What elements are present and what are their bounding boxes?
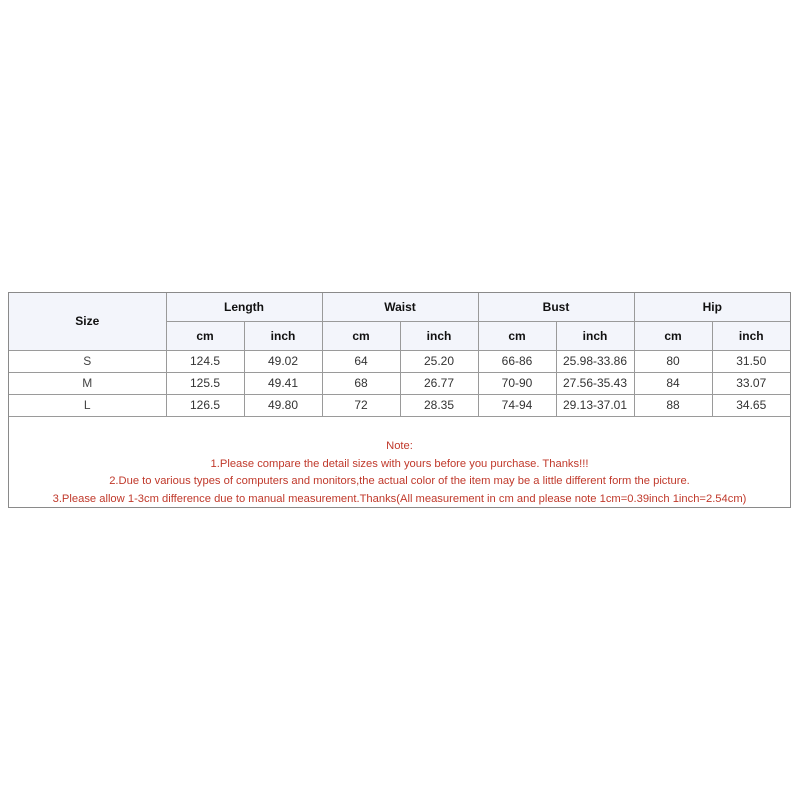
length-inch-cell: 49.41 <box>244 372 322 394</box>
bust-inch-cell: 29.13-37.01 <box>556 394 634 416</box>
waist-cm-cell: 64 <box>322 350 400 372</box>
bust-inch-cell: 25.98-33.86 <box>556 350 634 372</box>
bust-cm-cell: 74-94 <box>478 394 556 416</box>
bust-header: Bust <box>478 293 634 321</box>
hip-cm-cell: 84 <box>634 372 712 394</box>
bust-inch-cell: 27.56-35.43 <box>556 372 634 394</box>
hip-cm-cell: 80 <box>634 350 712 372</box>
header-row-groups <box>9 293 790 321</box>
bust-cm-cell: 70-90 <box>478 372 556 394</box>
waist-inch-cell: 28.35 <box>400 394 478 416</box>
waist-inch-cell: 25.20 <box>400 350 478 372</box>
length-cm-cell: 126.5 <box>166 394 244 416</box>
size-cell: M <box>9 372 166 394</box>
notes-section <box>9 438 790 508</box>
note-line: 1.Please compare the detail sizes with yours before you purchase. Thanks!!! <box>210 457 589 470</box>
size-table <box>9 293 790 417</box>
hip-cm-cell: 88 <box>634 394 712 416</box>
unit-header: inch <box>712 321 790 350</box>
unit-header: inch <box>244 321 322 350</box>
hip-inch-cell: 34.65 <box>712 394 790 416</box>
notes-title: Note: <box>386 440 413 452</box>
table-row <box>9 350 790 372</box>
hip-inch-cell: 33.07 <box>712 372 790 394</box>
bust-cm-cell: 66-86 <box>478 350 556 372</box>
unit-header: cm <box>322 321 400 350</box>
waist-cm-cell: 68 <box>322 372 400 394</box>
unit-header: cm <box>478 321 556 350</box>
size-header: Size <box>9 293 166 350</box>
length-cm-cell: 125.5 <box>166 372 244 394</box>
note-line: 3.Please allow 1-3cm difference due to manual measurement.Thanks(All measurement in cm and please note 1cm=0.39inch 1inch=2.54cm) <box>52 492 747 505</box>
length-cm-cell: 124.5 <box>166 350 244 372</box>
waist-inch-cell: 26.77 <box>400 372 478 394</box>
unit-header: inch <box>400 321 478 350</box>
size-cell: L <box>9 394 166 416</box>
hip-inch-cell: 31.50 <box>712 350 790 372</box>
note-line: 2.Due to various types of computers and monitors,the actual color of the item may be a little different form the picture. <box>109 475 690 487</box>
length-header: Length <box>166 293 322 321</box>
table-row <box>9 394 790 416</box>
hip-header: Hip <box>634 293 790 321</box>
size-cell: S <box>9 350 166 372</box>
waist-cm-cell: 72 <box>322 394 400 416</box>
length-inch-cell: 49.02 <box>244 350 322 372</box>
unit-header: cm <box>166 321 244 350</box>
waist-header: Waist <box>322 293 478 321</box>
length-inch-cell: 49.80 <box>244 394 322 416</box>
unit-header: cm <box>634 321 712 350</box>
size-chart <box>8 292 791 508</box>
table-row <box>9 372 790 394</box>
unit-header: inch <box>556 321 634 350</box>
